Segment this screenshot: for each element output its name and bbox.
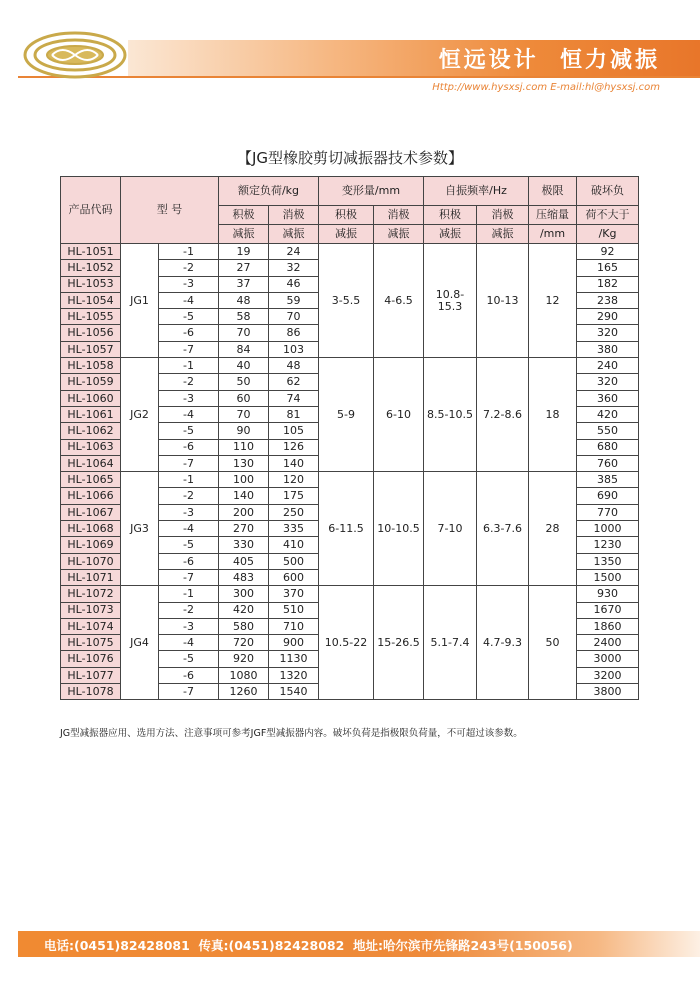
cell-max-load: 1000: [577, 521, 639, 537]
header-deform-active: 积极: [319, 206, 374, 225]
cell-limit: 18: [529, 358, 577, 472]
cell-load-active: 100: [219, 472, 269, 488]
cell-load-passive: 86: [269, 325, 319, 341]
cell-product-code: HL-1077: [61, 667, 121, 683]
cell-product-code: HL-1067: [61, 504, 121, 520]
cell-load-active: 70: [219, 325, 269, 341]
cell-max-load: 165: [577, 260, 639, 276]
cell-submodel: -1: [159, 244, 219, 260]
table-body: [61, 244, 639, 700]
cell-submodel: -6: [159, 553, 219, 569]
cell-submodel: -3: [159, 504, 219, 520]
table-row: [61, 244, 639, 260]
cell-load-passive: 600: [269, 569, 319, 585]
cell-deform-passive: 10-10.5: [374, 472, 424, 586]
cell-submodel: -4: [159, 406, 219, 422]
cell-product-code: HL-1055: [61, 309, 121, 325]
cell-load-passive: 81: [269, 406, 319, 422]
cell-submodel: -1: [159, 586, 219, 602]
cell-limit: 12: [529, 244, 577, 358]
cell-load-passive: 250: [269, 504, 319, 520]
table-row: [61, 358, 639, 374]
cell-product-code: HL-1061: [61, 406, 121, 422]
cell-load-passive: 62: [269, 374, 319, 390]
cell-freq-passive: 4.7-9.3: [477, 586, 529, 700]
cell-load-passive: 32: [269, 260, 319, 276]
cell-load-passive: 59: [269, 292, 319, 308]
cell-product-code: HL-1065: [61, 472, 121, 488]
cell-product-code: HL-1052: [61, 260, 121, 276]
cell-max-load: 2400: [577, 635, 639, 651]
header-load-passive-2: 减振: [269, 225, 319, 244]
cell-load-active: 720: [219, 635, 269, 651]
cell-submodel: -3: [159, 276, 219, 292]
cell-product-code: HL-1078: [61, 684, 121, 700]
cell-product-code: HL-1058: [61, 358, 121, 374]
header-limit: 极限: [529, 177, 577, 206]
cell-freq-passive: 7.2-8.6: [477, 358, 529, 472]
cell-load-passive: 335: [269, 521, 319, 537]
cell-product-code: HL-1073: [61, 602, 121, 618]
cell-submodel: -3: [159, 390, 219, 406]
cell-submodel: -7: [159, 569, 219, 585]
cell-product-code: HL-1053: [61, 276, 121, 292]
cell-product-code: HL-1063: [61, 439, 121, 455]
cell-submodel: -6: [159, 667, 219, 683]
cell-submodel: -6: [159, 439, 219, 455]
cell-submodel: -2: [159, 602, 219, 618]
cell-product-code: HL-1072: [61, 586, 121, 602]
cell-submodel: -4: [159, 292, 219, 308]
cell-load-active: 580: [219, 618, 269, 634]
cell-deform-passive: 15-26.5: [374, 586, 424, 700]
footer-contact: 电话:(0451)82428081 传真:(0451)82428082 地址:哈尔滨市先锋路243号(150056): [44, 938, 573, 953]
cell-load-active: 140: [219, 488, 269, 504]
cell-submodel: -5: [159, 309, 219, 325]
cell-product-code: HL-1069: [61, 537, 121, 553]
cell-load-active: 130: [219, 455, 269, 471]
cell-product-code: HL-1076: [61, 651, 121, 667]
header-freq-active: 积极: [424, 206, 477, 225]
cell-load-active: 19: [219, 244, 269, 260]
cell-submodel: -2: [159, 488, 219, 504]
cell-load-active: 483: [219, 569, 269, 585]
cell-submodel: -2: [159, 260, 219, 276]
cell-load-active: 60: [219, 390, 269, 406]
cell-limit: 50: [529, 586, 577, 700]
cell-deform-active: 3-5.5: [319, 244, 374, 358]
cell-limit: 28: [529, 472, 577, 586]
cell-max-load: 680: [577, 439, 639, 455]
header-deform-passive: 消极: [374, 206, 424, 225]
cell-max-load: 240: [577, 358, 639, 374]
cell-load-passive: 126: [269, 439, 319, 455]
cell-load-active: 300: [219, 586, 269, 602]
cell-load-active: 48: [219, 292, 269, 308]
cell-max-load: 92: [577, 244, 639, 260]
cell-freq-passive: 10-13: [477, 244, 529, 358]
cell-product-code: HL-1070: [61, 553, 121, 569]
cell-product-code: HL-1056: [61, 325, 121, 341]
cell-load-active: 920: [219, 651, 269, 667]
cell-model: JG2: [121, 358, 159, 472]
cell-max-load: 380: [577, 341, 639, 357]
cell-product-code: HL-1060: [61, 390, 121, 406]
cell-max-load: 182: [577, 276, 639, 292]
cell-load-passive: 175: [269, 488, 319, 504]
cell-load-active: 420: [219, 602, 269, 618]
cell-load-active: 37: [219, 276, 269, 292]
cell-product-code: HL-1059: [61, 374, 121, 390]
cell-max-load: 320: [577, 374, 639, 390]
cell-load-passive: 105: [269, 423, 319, 439]
cell-max-load: 385: [577, 472, 639, 488]
cell-max-load: 238: [577, 292, 639, 308]
cell-submodel: -5: [159, 651, 219, 667]
cell-max-load: 3800: [577, 684, 639, 700]
cell-max-load: 3000: [577, 651, 639, 667]
cell-submodel: -3: [159, 618, 219, 634]
cell-load-active: 1080: [219, 667, 269, 683]
cell-load-active: 200: [219, 504, 269, 520]
cell-load-passive: 46: [269, 276, 319, 292]
cell-load-passive: 70: [269, 309, 319, 325]
cell-product-code: HL-1066: [61, 488, 121, 504]
cell-load-passive: 74: [269, 390, 319, 406]
cell-max-load: 930: [577, 586, 639, 602]
cell-load-passive: 103: [269, 341, 319, 357]
cell-model: JG1: [121, 244, 159, 358]
header-freq-active-2: 减振: [424, 225, 477, 244]
cell-load-passive: 140: [269, 455, 319, 471]
cell-deform-passive: 4-6.5: [374, 244, 424, 358]
cell-submodel: -1: [159, 358, 219, 374]
cell-load-passive: 48: [269, 358, 319, 374]
cell-load-active: 270: [219, 521, 269, 537]
cell-max-load: 1860: [577, 618, 639, 634]
cell-load-active: 405: [219, 553, 269, 569]
cell-submodel: -6: [159, 325, 219, 341]
cell-submodel: -4: [159, 635, 219, 651]
cell-freq-active: 8.5-10.5: [424, 358, 477, 472]
header-deform-active-2: 减振: [319, 225, 374, 244]
cell-load-passive: 24: [269, 244, 319, 260]
cell-model: JG3: [121, 472, 159, 586]
cell-load-passive: 370: [269, 586, 319, 602]
table-row: [61, 586, 639, 602]
cell-product-code: HL-1074: [61, 618, 121, 634]
cell-product-code: HL-1051: [61, 244, 121, 260]
header-model: 型 号: [121, 177, 219, 244]
cell-max-load: 320: [577, 325, 639, 341]
cell-load-passive: 410: [269, 537, 319, 553]
cell-submodel: -4: [159, 521, 219, 537]
header-load-passive: 消极: [269, 206, 319, 225]
cell-model: JG4: [121, 586, 159, 700]
contact-links[interactable]: Http://www.hysxsj.com E-mail:hl@hysxsj.com: [432, 82, 660, 93]
cell-max-load: 550: [577, 423, 639, 439]
cell-submodel: -7: [159, 455, 219, 471]
cell-deform-active: 6-11.5: [319, 472, 374, 586]
cell-submodel: -7: [159, 684, 219, 700]
header-limit-compression: 压缩量: [529, 206, 577, 225]
cell-max-load: 1350: [577, 553, 639, 569]
header-max-load-sub: 荷不大于: [577, 206, 639, 225]
cell-load-passive: 1320: [269, 667, 319, 683]
cell-load-passive: 900: [269, 635, 319, 651]
cell-deform-active: 10.5-22: [319, 586, 374, 700]
cell-load-active: 50: [219, 374, 269, 390]
cell-load-active: 1260: [219, 684, 269, 700]
cell-deform-passive: 6-10: [374, 358, 424, 472]
spec-table: [60, 176, 639, 700]
header-slogan: 恒远设计 恒力减振: [438, 48, 660, 73]
header-rated-load: 额定负荷/kg: [219, 177, 319, 206]
cell-load-passive: 510: [269, 602, 319, 618]
cell-submodel: -5: [159, 537, 219, 553]
cell-max-load: 3200: [577, 667, 639, 683]
cell-load-active: 84: [219, 341, 269, 357]
header-max-load: 破坏负: [577, 177, 639, 206]
cell-product-code: HL-1054: [61, 292, 121, 308]
cell-product-code: HL-1062: [61, 423, 121, 439]
cell-load-active: 110: [219, 439, 269, 455]
cell-load-passive: 710: [269, 618, 319, 634]
company-logo-icon: [22, 30, 128, 80]
cell-max-load: 420: [577, 406, 639, 422]
header-max-load-unit: /Kg: [577, 225, 639, 244]
header-product-code: 产品代码: [61, 177, 121, 244]
cell-load-passive: 500: [269, 553, 319, 569]
cell-product-code: HL-1068: [61, 521, 121, 537]
cell-max-load: 290: [577, 309, 639, 325]
cell-product-code: HL-1075: [61, 635, 121, 651]
cell-max-load: 1230: [577, 537, 639, 553]
document-title: 【JG型橡胶剪切减振器技术参数】: [236, 149, 464, 167]
cell-max-load: 1500: [577, 569, 639, 585]
cell-max-load: 690: [577, 488, 639, 504]
header-load-active-2: 减振: [219, 225, 269, 244]
cell-freq-active: 7-10: [424, 472, 477, 586]
header-limit-unit: /mm: [529, 225, 577, 244]
cell-product-code: HL-1064: [61, 455, 121, 471]
cell-freq-active: 10.8-15.3: [424, 244, 477, 358]
header-load-active: 积极: [219, 206, 269, 225]
header-natural-frequency: 自振频率/Hz: [424, 177, 529, 206]
header-deform-passive-2: 减振: [374, 225, 424, 244]
cell-deform-active: 5-9: [319, 358, 374, 472]
cell-submodel: -7: [159, 341, 219, 357]
header-freq-passive-2: 减振: [477, 225, 529, 244]
cell-submodel: -1: [159, 472, 219, 488]
cell-product-code: HL-1071: [61, 569, 121, 585]
cell-load-active: 58: [219, 309, 269, 325]
cell-load-passive: 1540: [269, 684, 319, 700]
table-row: [61, 472, 639, 488]
cell-load-active: 70: [219, 406, 269, 422]
cell-load-passive: 1130: [269, 651, 319, 667]
cell-load-active: 330: [219, 537, 269, 553]
header-freq-passive: 消极: [477, 206, 529, 225]
cell-load-active: 27: [219, 260, 269, 276]
cell-product-code: HL-1057: [61, 341, 121, 357]
cell-max-load: 770: [577, 504, 639, 520]
table-header: [61, 177, 639, 244]
header-deformation: 变形量/mm: [319, 177, 424, 206]
cell-load-passive: 120: [269, 472, 319, 488]
cell-max-load: 360: [577, 390, 639, 406]
cell-load-active: 40: [219, 358, 269, 374]
cell-max-load: 1670: [577, 602, 639, 618]
cell-max-load: 760: [577, 455, 639, 471]
cell-submodel: -5: [159, 423, 219, 439]
cell-load-active: 90: [219, 423, 269, 439]
footnote: JG型减振器应用、选用方法、注意事项可参考JGF型减振器内容。破坏负荷是指极限负荷量，不可超过该参数。: [60, 728, 523, 739]
cell-freq-passive: 6.3-7.6: [477, 472, 529, 586]
cell-freq-active: 5.1-7.4: [424, 586, 477, 700]
cell-submodel: -2: [159, 374, 219, 390]
